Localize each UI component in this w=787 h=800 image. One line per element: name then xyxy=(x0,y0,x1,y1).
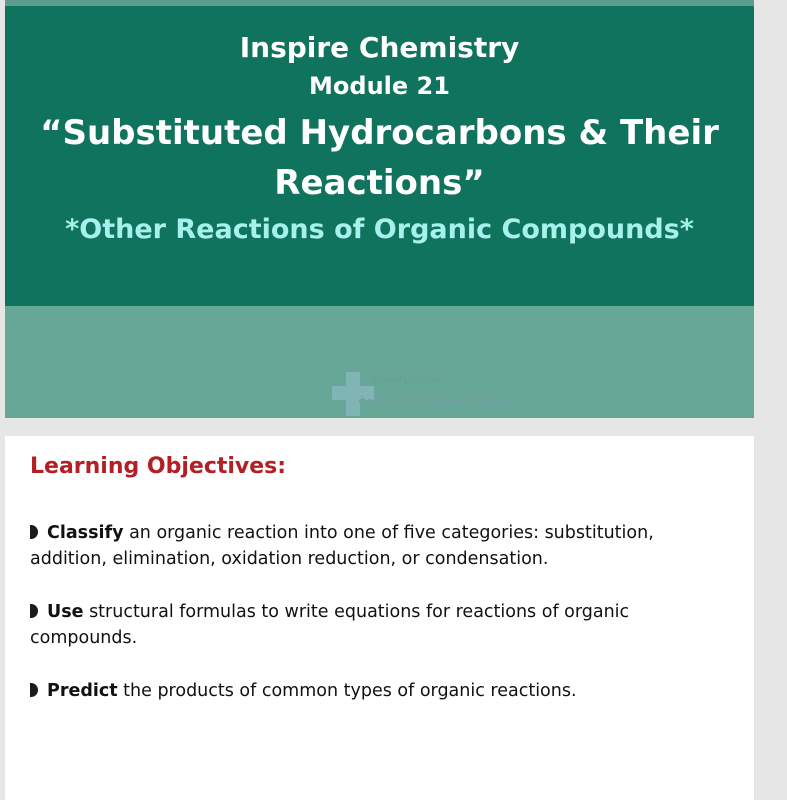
half-circle-bullet-icon xyxy=(30,525,38,539)
objective-keyword: Predict xyxy=(47,681,118,701)
watermark-arabic: موقع المناهج الإماراتية xyxy=(358,390,514,406)
objective-item xyxy=(30,678,730,704)
objective-text: structural formulas to write equations for reactions of organic compounds. xyxy=(30,602,630,648)
module-number: Module 21 xyxy=(309,72,450,100)
learning-objectives-heading: Learning Objectives: xyxy=(30,454,287,479)
half-circle-bullet-icon xyxy=(30,683,38,697)
half-circle-bullet-icon xyxy=(30,604,38,618)
objective-item xyxy=(30,599,730,651)
lesson-subtitle: *Other Reactions of Organic Compounds* xyxy=(65,214,694,245)
watermark-url: almanahj.com/ae xyxy=(370,374,439,384)
objective-keyword: Classify xyxy=(47,523,124,543)
title-block xyxy=(5,28,754,248)
objective-keyword: Use xyxy=(47,602,84,622)
watermark xyxy=(336,372,514,432)
objective-item xyxy=(30,520,730,572)
title-slide xyxy=(5,0,754,418)
objective-text: an organic reaction into one of five categories: substitution, addition, elimination, oxidation reduction, or condensation. xyxy=(30,523,654,569)
course-title: Inspire Chemistry xyxy=(239,31,520,64)
objective-text: the products of common types of organic reactions. xyxy=(117,681,577,701)
objectives-slide xyxy=(5,436,754,800)
module-title: “Substituted Hydrocarbons & Their Reactions” xyxy=(40,113,719,203)
